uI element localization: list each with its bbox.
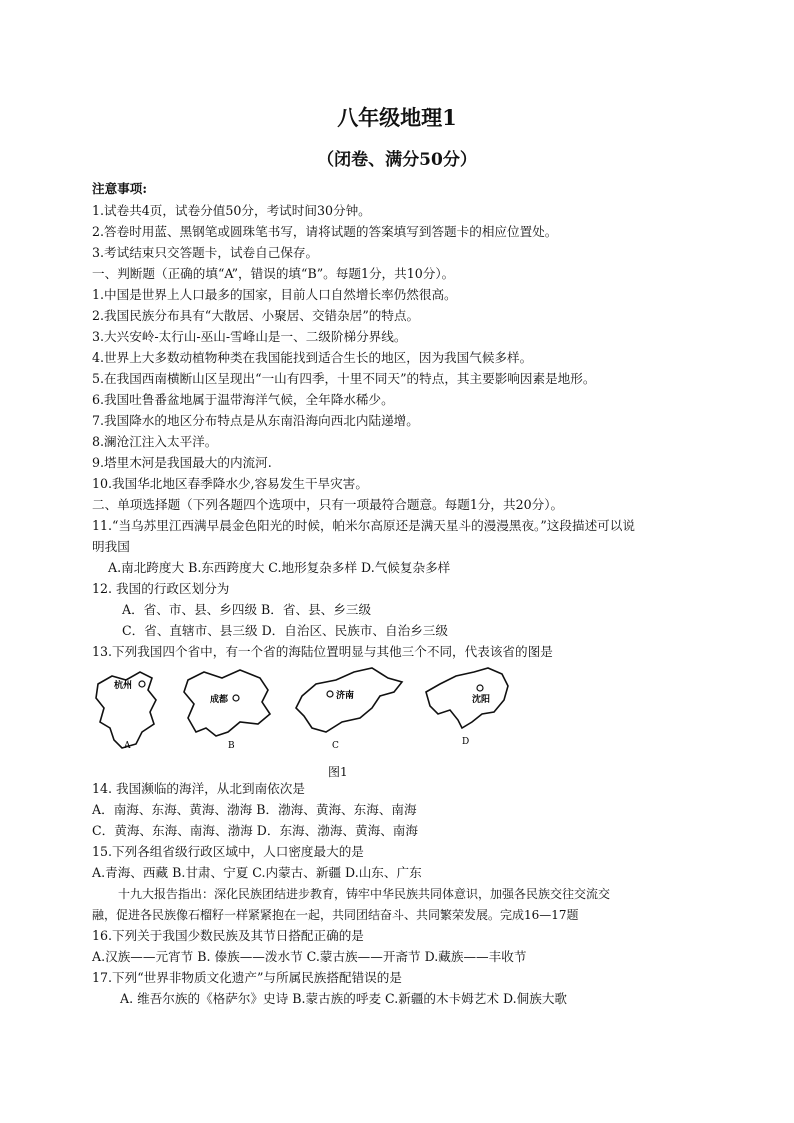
- map-c-letter: C: [332, 741, 339, 751]
- map-d-city-label: 沈阳: [472, 695, 491, 705]
- q14-stem: 14. 我国濒临的海洋，从北到南依次是: [92, 781, 305, 796]
- q14-options-row2: C．黄海、东海、南海、渤海 D．东海、渤海、黄海、南海: [92, 823, 418, 838]
- page-title: 八年级地理1: [337, 105, 457, 130]
- page-subtitle: （闭卷、满分50分）: [317, 150, 477, 170]
- note-item-1: 1.试卷共4页，试卷分值50分，考试时间30分钟。: [92, 203, 371, 218]
- q14-options-row1: A．南海、东海、黄海、渤海 B．渤海、黄海、东海、南海: [92, 802, 417, 817]
- map-a-letter: A: [124, 741, 131, 751]
- notes-heading: 注意事项:: [92, 181, 148, 196]
- q17-stem: 17.下列“世界非物质文化遗产”与所属民族搭配错误的是: [92, 970, 402, 985]
- judge-item-8: 8.澜沧江注入太平洋。: [92, 434, 218, 449]
- judge-item-9: 9.塔里木河是我国最大的内流河.: [92, 455, 272, 470]
- section2-heading: 二、单项选择题（下列各题四个选项中，只有一项最符合题意。每题1分，共20分）。: [92, 497, 564, 512]
- map-d-letter: D: [462, 737, 470, 747]
- q12-stem: 12. 我国的行政区划分为: [92, 581, 230, 596]
- q16-options: A.汉族——元宵节 B. 傣族——泼水节 C.蒙古族——开斋节 D.藏族——丰收节: [92, 949, 527, 964]
- q13-stem: 13.下列我国四个省中，有一个省的海陆位置明显与其他三个不同，代表该省的图是: [92, 644, 553, 659]
- province-map-b: [184, 670, 270, 751]
- province-map-a: [96, 672, 156, 751]
- province-map-c: [296, 668, 402, 751]
- province-map-d: [426, 668, 508, 747]
- judge-item-5: 5.在我国西南横断山区呈现出“一山有四季，十里不同天”的特点，其主要影响因素是地形。: [92, 371, 596, 386]
- judge-item-2: 2.我国民族分布具有“大散居、小聚居、交错杂居”的特点。: [92, 308, 420, 323]
- map-c-city-label: 济南: [336, 691, 355, 701]
- passage-line2: 融，促进各民族像石榴籽一样紧紧抱在一起，共同团结奋斗、共同繁荣发展。完成16—17题: [92, 908, 579, 922]
- judge-item-10: 10.我国华北地区春季降水少,容易发生干旱灾害。: [92, 476, 368, 491]
- note-item-2: 2.答卷时用蓝、黑钢笔或圆珠笔书写，请将试题的答案填写到答题卡的相应位置处。: [92, 224, 558, 239]
- province-maps-figure: [90, 662, 530, 782]
- judge-item-3: 3.大兴安岭-太行山-巫山-雪峰山是一、二级阶梯分界线。: [92, 329, 407, 344]
- judge-item-1: 1.中国是世界上人口最多的国家，目前人口自然增长率仍然很高。: [92, 287, 457, 302]
- q16-stem: 16.下列关于我国少数民族及其节日搭配正确的是: [92, 928, 364, 943]
- map-b-city-label: 成都: [210, 695, 229, 705]
- judge-item-6: 6.我国吐鲁番盆地属于温带海洋气候，全年降水稀少。: [92, 392, 394, 407]
- q15-stem: 15.下列各组省级行政区域中，人口密度最大的是: [92, 844, 364, 859]
- map-b-letter: B: [228, 741, 235, 751]
- judge-item-7: 7.我国降水的地区分布特点是从东南沿海向西北内陆递增。: [92, 413, 419, 428]
- q17-options: A. 维吾尔族的《格萨尔》史诗 B.蒙古族的呼麦 C.新疆的木卡姆艺术 D.侗族大歌: [120, 991, 568, 1006]
- note-item-3: 3.考试结束只交答题卡，试卷自己保存。: [92, 245, 319, 260]
- passage-line1: 十九大报告指出：深化民族团结进步教育，铸牢中华民族共同体意识，加强各民族交往交流交: [118, 887, 611, 901]
- section1-heading: 一、判断题（正确的填“A”，错误的填“B”。每题1分，共10分）。: [92, 266, 455, 281]
- figure-caption: 图1: [328, 765, 348, 779]
- judge-item-4: 4.世界上大多数动植物种类在我国能找到适合生长的地区，因为我国气候多样。: [92, 350, 533, 365]
- q15-options: A.青海、西藏 B.甘肃、宁夏 C.内蒙古、新疆 D.山东、广东: [92, 865, 422, 880]
- map-a-city-label: 杭州: [114, 681, 133, 691]
- q11-stem-line2: 明我国: [92, 539, 130, 554]
- q12-options-row2: C．省、直辖市、县三级 D．自治区、民族市、自治乡三级: [122, 623, 448, 638]
- q11-options: A.南北跨度大 B.东西跨度大 C.地形复杂多样 D.气候复杂多样: [108, 560, 451, 575]
- q12-options-row1: A．省、市、县、乡四级 B．省、县、乡三级: [122, 602, 372, 617]
- q11-stem-line1: 11.“当乌苏里江西满早晨金色阳光的时候，帕米尔高原还是满天星斗的漫漫黑夜。”这段描述可以说: [92, 518, 635, 533]
